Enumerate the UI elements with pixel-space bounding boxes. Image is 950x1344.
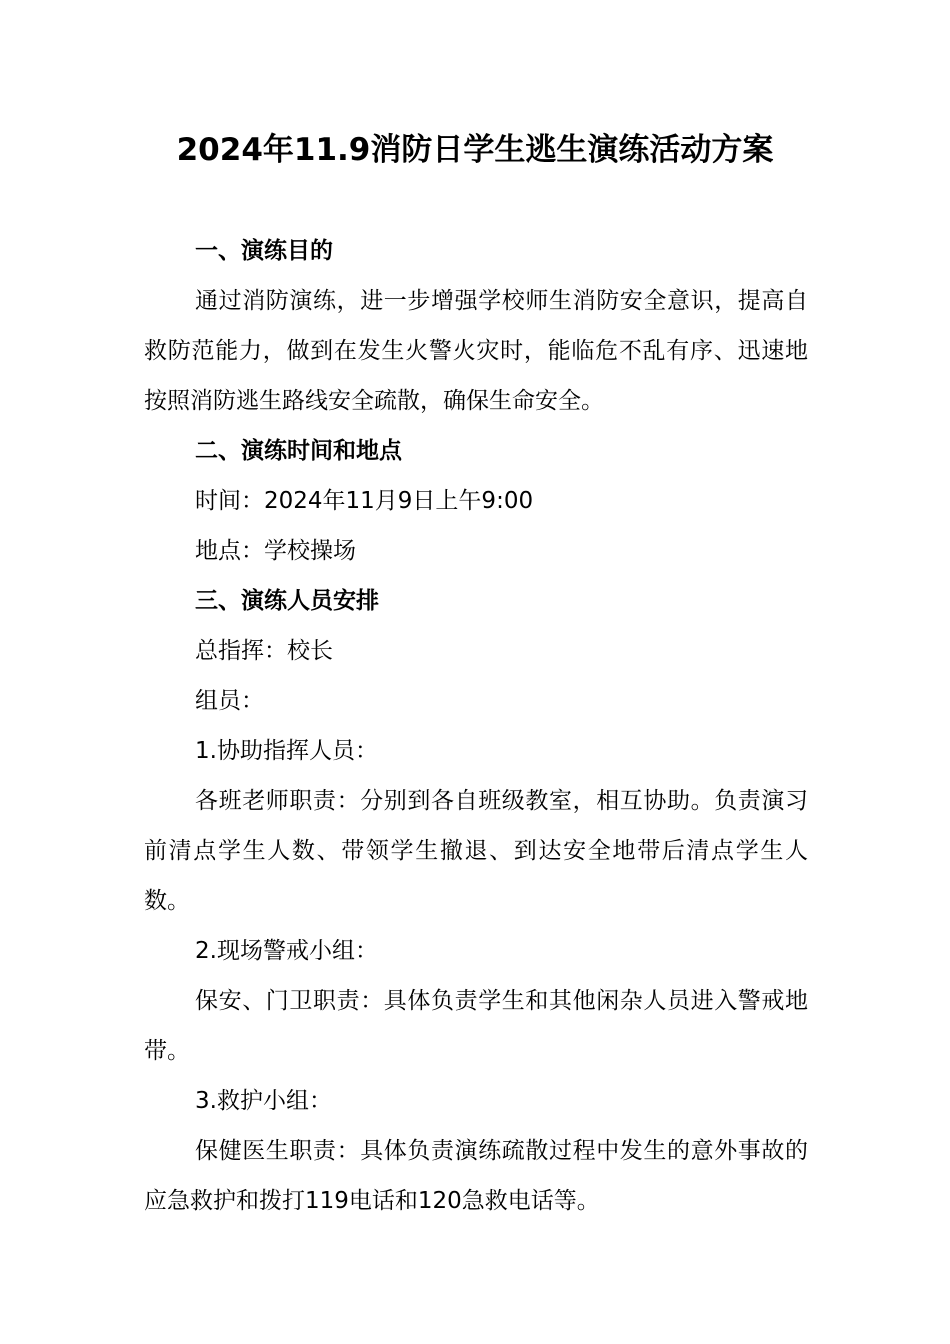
group-1-title: 1.协助指挥人员： <box>195 738 378 764</box>
members-line: 组员： <box>195 688 264 714</box>
section-heading-time-place: 二、演练时间和地点 <box>195 438 402 464</box>
group-1-duties: 各班老师职责：分别到各自班级教室，相互协助。负责演习前清点学生人数、带领学生撤退、到达安全地带后清点学生人数。 <box>144 788 808 914</box>
document-body <box>144 226 808 1226</box>
section-heading-personnel: 三、演练人员安排 <box>195 588 379 614</box>
group-3-title: 3.救护小组： <box>195 1088 332 1114</box>
document-title: 2024年11.9消防日学生逃生演练活动方案 <box>176 132 774 168</box>
group-3-duties: 保健医生职责：具体负责演练疏散过程中发生的意外事故的应急救护和拨打119电话和120急救电话等。 <box>144 1138 808 1214</box>
section-heading-purpose: 一、演练目的 <box>195 238 333 264</box>
purpose-paragraph: 通过消防演练，进一步增强学校师生消防安全意识，提高自救防范能力，做到在发生火警火灾时，能临危不乱有序、迅速地按照消防逃生路线安全疏散，确保生命安全。 <box>144 288 808 414</box>
time-line: 时间：2024年11月9日上午9:00 <box>195 488 534 514</box>
commander-line: 总指挥：校长 <box>195 638 333 664</box>
group-2-title: 2.现场警戒小组： <box>195 938 378 964</box>
group-2-duties: 保安、门卫职责：具体负责学生和其他闲杂人员进入警戒地带。 <box>144 988 808 1064</box>
place-line: 地点：学校操场 <box>195 538 356 564</box>
